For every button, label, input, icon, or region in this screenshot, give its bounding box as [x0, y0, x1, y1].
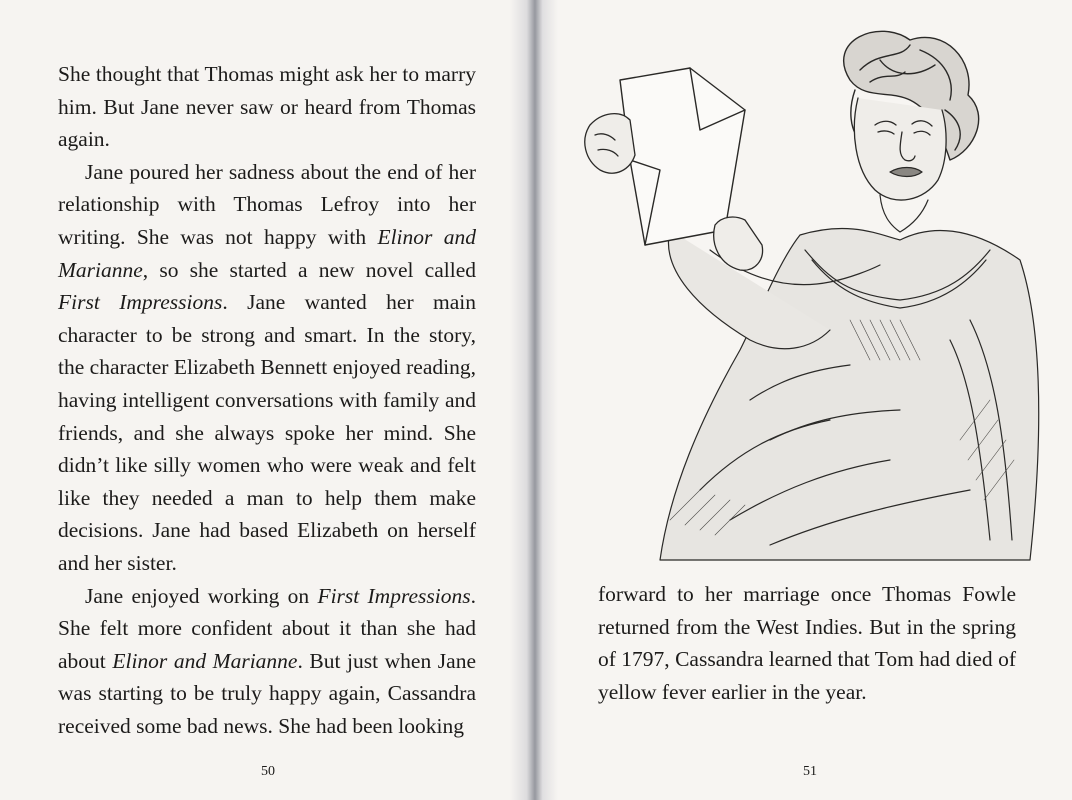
book-title-first-impressions: First Impressions	[58, 290, 223, 315]
paragraph-continued: forward to her marriage once Thomas Fowle returned from the West Indies. But in the spring of 1797, Cassandra learned that Tom had died of yellow fever earlier in the year.	[598, 582, 1016, 704]
left-page-text	[58, 58, 476, 742]
paragraph-1: She thought that Thomas might ask her to marry him. But Jane never saw or heard from Thomas again.	[58, 62, 476, 152]
page-number-right: 51	[803, 764, 817, 779]
book-title-elinor: Elinor and Marianne	[58, 224, 476, 282]
face-shape	[854, 98, 946, 200]
illustration-woman-reading-letter	[550, 20, 1050, 570]
paragraph-2: Jane poured her sadness about the end of her relationship with Thomas Lefroy into her writing. She was not happy with Elinor and Marianne, so she started a new novel called First Impressions. Jane wanted her main character to be strong and smart. In the story, the character Elizabeth Bennett enjoyed reading, having intelligent conversations with family and friends, and she always spoke her mind. She didn’t like silly women who were weak and felt like they needed a man to help them make decisions. Jane had based Elizabeth on herself and her sister.	[58, 159, 476, 575]
paragraph-3: Jane enjoyed working on First Impressions. She felt more confident about it than she had about Elinor and Marianne. But just when Jane was starting to be truly happy again, Cassandra received some bad news. She had been looking	[58, 583, 477, 738]
page-number-left: 50	[261, 764, 275, 779]
book-title-first-impressions: First Impressions	[317, 583, 471, 608]
book-title-elinor: Elinor and Marianne	[112, 648, 298, 673]
right-page-text	[598, 578, 1016, 708]
